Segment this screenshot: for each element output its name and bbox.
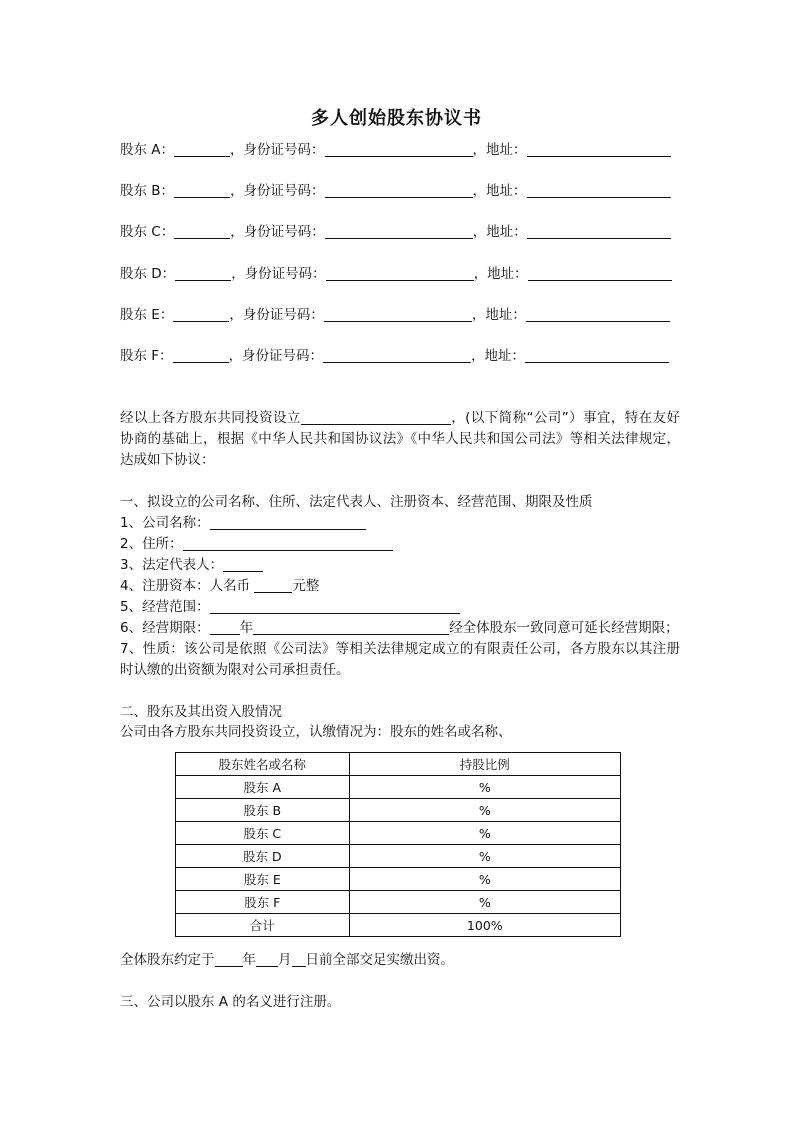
shareholding-table	[175, 752, 621, 937]
cell-name: 股东 F	[176, 891, 350, 914]
cell-name: 股东 C	[176, 822, 350, 845]
id-blank[interactable]	[325, 140, 473, 157]
name-blank[interactable]	[173, 346, 229, 363]
id-blank[interactable]	[325, 222, 473, 239]
address-label: ，地址：	[472, 224, 527, 240]
item6-year: 年	[239, 620, 254, 636]
name-blank[interactable]	[174, 222, 230, 239]
id-blank[interactable]	[325, 181, 473, 198]
name-blank[interactable]	[174, 181, 230, 198]
item4-label: 4、注册资本：人名币	[120, 578, 255, 594]
company-blank[interactable]	[301, 408, 451, 425]
item1-company-name	[120, 513, 366, 533]
shareholder-label: 股东 C：	[120, 224, 175, 240]
deadline-month: 月	[278, 952, 292, 968]
item3-legal-rep	[120, 555, 263, 575]
scope-blank[interactable]	[210, 597, 460, 614]
name-blank[interactable]	[174, 140, 230, 157]
cell-name: 股东 E	[176, 868, 350, 891]
cell-total-value: 100%	[349, 914, 620, 937]
address-blank[interactable]	[526, 305, 670, 322]
item6-term	[120, 618, 679, 638]
item7-nature: 7、性质：该公司是依照《公司法》等相关法律规定成立的有限责任公司，各方股东以其注册时认缴的出资额为限对公司承担责任。	[120, 641, 680, 678]
shareholder-label: 股东 D：	[120, 266, 176, 282]
item4-capital	[120, 576, 319, 596]
id-label: ，身份证号码：	[230, 183, 325, 199]
cell-ratio[interactable]: %	[349, 845, 620, 868]
item5-scope	[120, 597, 460, 617]
id-label: ，身份证号码：	[228, 348, 324, 364]
payment-deadline	[120, 950, 454, 970]
cell-name: 股东 B	[176, 799, 350, 822]
document-title: 多人创始股东协议书	[311, 108, 482, 129]
address-blank[interactable]	[525, 346, 669, 363]
capital-blank[interactable]	[254, 576, 292, 593]
deadline-text-1: 全体股东约定于	[120, 952, 215, 968]
shareholder-line-f	[120, 346, 669, 366]
header-name: 股东姓名或名称	[176, 753, 350, 776]
cell-ratio[interactable]: %	[349, 822, 620, 845]
item5-label: 5、经营范围：	[120, 599, 210, 615]
shareholder-line-b	[120, 181, 671, 201]
name-blank[interactable]	[173, 305, 229, 322]
name-blank[interactable]	[175, 264, 231, 281]
cell-total-label: 合计	[176, 914, 350, 937]
id-blank[interactable]	[323, 346, 471, 363]
cell-name: 股东 A	[176, 776, 350, 799]
item3-label: 3、法定代表人：	[120, 557, 224, 573]
section2-intro: 公司由各方股东共同投资设立，认缴情况为：股东的姓名或名称、	[120, 724, 512, 740]
deadline-year-blank[interactable]	[215, 950, 243, 967]
address-label: ，地址：	[472, 183, 527, 199]
address-label: ，地址：	[471, 307, 526, 323]
shareholder-label: 股东 B：	[120, 183, 175, 199]
item1-label: 1、公司名称：	[120, 515, 210, 531]
id-blank[interactable]	[326, 264, 474, 281]
table-row	[176, 845, 621, 868]
shareholder-line-c	[120, 222, 671, 242]
address-label: ，地址：	[471, 348, 526, 364]
section2-heading: 二、股东及其出资入股情况	[120, 704, 282, 720]
header-ratio: 持股比例	[349, 753, 620, 776]
table-row	[176, 891, 621, 914]
item2-address	[120, 534, 393, 554]
cell-ratio[interactable]: %	[349, 799, 620, 822]
term-years-blank[interactable]	[210, 618, 240, 635]
item4-suffix: 元整	[292, 578, 320, 594]
deadline-text-2: 日前全部交足实缴出资。	[305, 952, 454, 968]
cell-name: 股东 D	[176, 845, 350, 868]
address-blank[interactable]	[528, 264, 672, 281]
deadline-month-blank[interactable]	[256, 950, 278, 967]
term-blank[interactable]	[253, 618, 449, 635]
shareholder-label: 股东 F：	[120, 348, 173, 364]
item2-label: 2、住所：	[120, 536, 183, 552]
intro-paragraph	[120, 408, 680, 471]
id-blank[interactable]	[324, 305, 472, 322]
id-label: ，身份证号码：	[230, 224, 325, 240]
company-address-blank[interactable]	[183, 534, 393, 551]
shareholder-line-e	[120, 305, 670, 325]
id-label: ，身份证号码：	[230, 142, 325, 158]
deadline-day-blank[interactable]	[292, 950, 306, 967]
intro-text-1: 经以上各方股东共同投资设立	[120, 410, 301, 426]
intro-text-2: ，(以下简称“公司”）事宜，特在友好协商的基础上，根据《中华人民共和国协议法》《中华人民共和国公司法》等相关法律规定，达成如下协议：	[120, 410, 680, 468]
cell-ratio[interactable]: %	[349, 868, 620, 891]
address-label: ，地址：	[472, 142, 527, 158]
legal-rep-blank[interactable]	[223, 555, 263, 572]
deadline-year: 年	[242, 952, 256, 968]
table-total-row	[176, 914, 621, 937]
table-row	[176, 822, 621, 845]
table-row	[176, 799, 621, 822]
shareholder-label: 股东 A：	[120, 142, 175, 158]
address-label: ，地址：	[473, 266, 528, 282]
table-row	[176, 868, 621, 891]
item6-suffix: 经全体股东一致同意可延长经营期限；	[449, 620, 679, 636]
id-label: ，身份证号码：	[231, 266, 326, 282]
address-blank[interactable]	[527, 140, 671, 157]
shareholder-line-d	[120, 264, 672, 284]
table-row	[176, 776, 621, 799]
cell-ratio[interactable]: %	[349, 776, 620, 799]
company-name-blank[interactable]	[210, 513, 366, 530]
shareholder-line-a	[120, 140, 671, 160]
item6-label: 6、经营期限：	[120, 620, 210, 636]
cell-ratio[interactable]: %	[349, 891, 620, 914]
id-label: ，身份证号码：	[229, 307, 324, 323]
address-blank[interactable]	[527, 222, 671, 239]
shareholder-label: 股东 E：	[120, 307, 174, 323]
section3-heading: 三、公司以股东 A 的名义进行注册。	[120, 994, 341, 1010]
section1-heading: 一、拟设立的公司名称、住所、法定代表人、注册资本、经营范围、期限及性质	[120, 494, 593, 510]
address-blank[interactable]	[527, 181, 671, 198]
table-header-row	[176, 753, 621, 776]
